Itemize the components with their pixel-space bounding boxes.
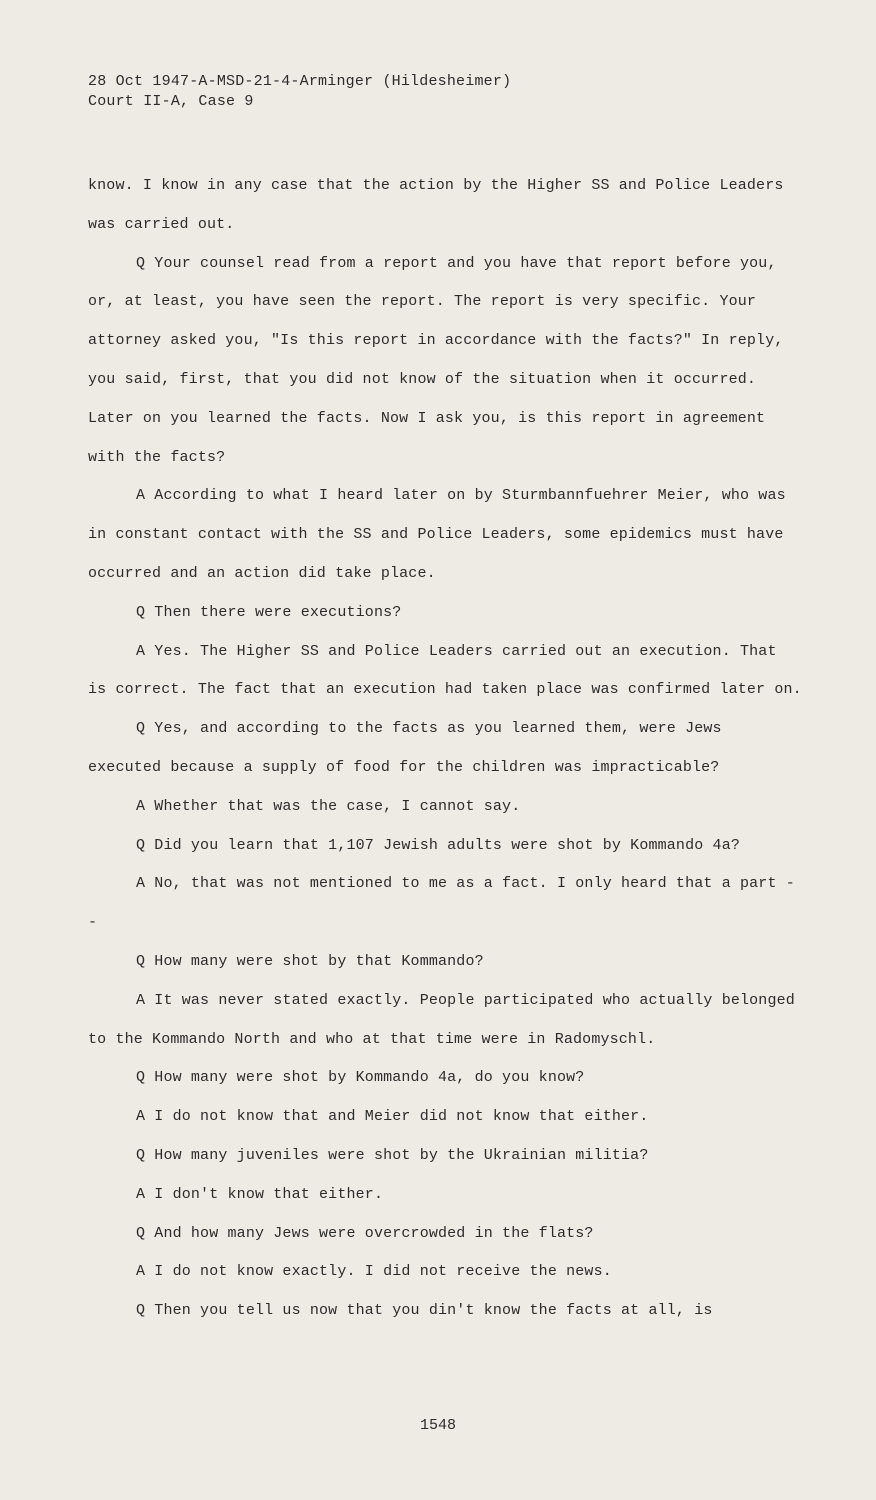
transcript-paragraph: A Yes. The Higher SS and Police Leaders carried out an execution. That is correct. The fact that an execution had taken place was confirmed later on.	[88, 642, 802, 699]
transcript-paragraph: Q And how many Jews were overcrowded in the flats?	[136, 1224, 594, 1242]
transcript-paragraph: Q How many were shot by Kommando 4a, do you know?	[136, 1069, 585, 1087]
transcript-paragraph: A According to what I heard later on by Sturmbannfuehrer Meier, who was in constant contact with the SS and Police Leaders, some epidemics must have occurred and an action did take place.	[88, 487, 786, 582]
transcript-paragraph: A I do not know that and Meier did not know that either.	[136, 1108, 649, 1126]
transcript-paragraph: Q Then there were executions?	[136, 603, 402, 621]
transcript-paragraph: A No, that was not mentioned to me as a fact. I only heard that a part --	[88, 875, 795, 932]
transcript-paragraph: A I don't know that either.	[136, 1185, 384, 1203]
transcript-paragraph: know. I know in any case that the action by the Higher SS and Police Leaders was carried out.	[88, 177, 784, 233]
transcript-paragraph: A I do not know exactly. I did not receive the news.	[136, 1263, 612, 1281]
transcript-paragraph: Q Then you tell us now that you din't know the facts at all, is	[136, 1302, 713, 1320]
page-number: 1548	[419, 1417, 456, 1434]
transcript-paragraph: Q How many were shot by that Kommando?	[136, 952, 484, 970]
transcript-paragraph: Q Yes, and according to the facts as you learned them, were Jews executed because a supply of food for the children was impracticable?	[88, 720, 722, 776]
transcript-body	[88, 167, 804, 1331]
header-court-line: Court II-A, Case 9	[88, 93, 254, 110]
transcript-paragraph: Q Did you learn that 1,107 Jewish adults were shot by Kommando 4a?	[136, 836, 740, 854]
transcript-paragraph: A It was never stated exactly. People participated who actually belonged to the Kommando North and who at that time were in Radomyschl.	[88, 991, 795, 1048]
transcript-paragraph: Q How many juveniles were shot by the Ukrainian militia?	[136, 1146, 649, 1164]
header-date-line: 28 Oct 1947-A-MSD-21-4-Arminger (Hildesheimer)	[88, 73, 512, 90]
document-header	[88, 72, 511, 112]
transcript-paragraph: A Whether that was the case, I cannot say.	[136, 797, 521, 815]
transcript-paragraph: Q Your counsel read from a report and you have that report before you, or, at least, you have seen the report. The report is very specific. Your attorney asked you, "Is this report in accordance with the facts?" In reply, you said, first, that you did not know of the situation when it occurred. Later on you learned the facts. Now I ask you, is this report in agreement with the facts?	[88, 254, 784, 466]
